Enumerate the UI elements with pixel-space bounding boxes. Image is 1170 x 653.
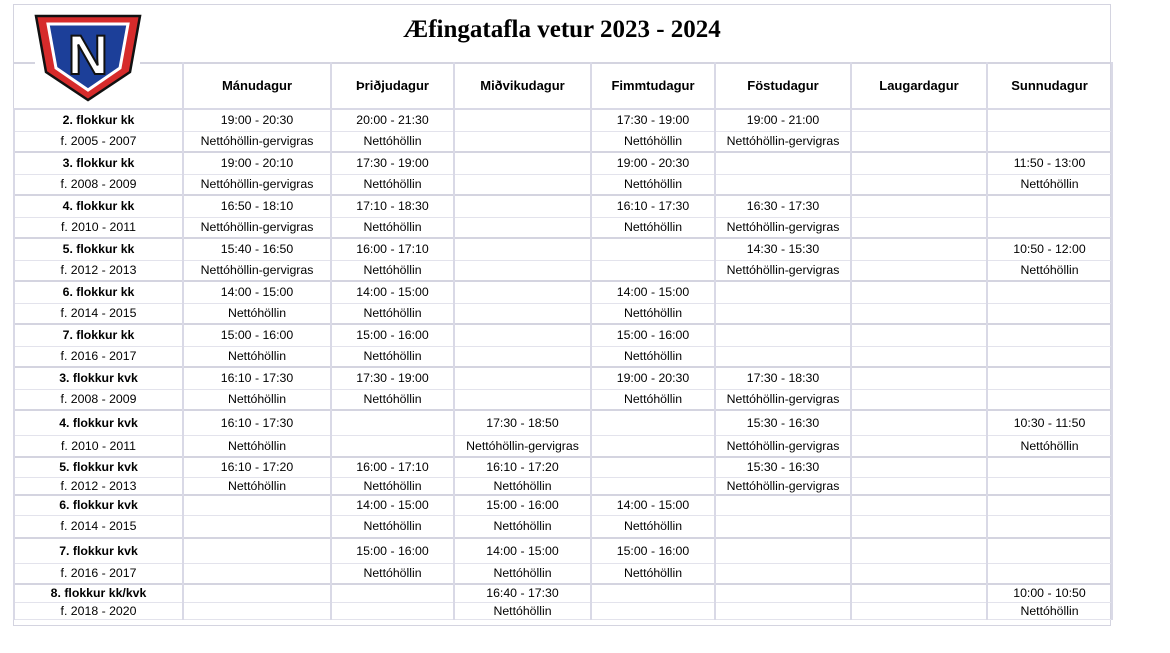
place-cell [183,515,331,538]
place-cell [851,563,987,584]
place-cell: Nettóhöllin-gervigras [715,260,851,281]
time-cell: 14:00 - 15:00 [591,495,715,515]
place-cell: Nettóhöllin [987,435,1112,457]
place-cell: Nettóhöllin [987,174,1112,195]
place-cell: Nettóhöllin [331,217,454,238]
place-cell [591,602,715,619]
place-cell: Nettóhöllin [183,435,331,457]
place-cell: Nettóhöllin-gervigras [715,131,851,152]
time-cell: 16:10 - 17:30 [183,410,331,435]
place-cell: Nettóhöllin [591,563,715,584]
time-cell [454,109,591,131]
time-cell [591,410,715,435]
place-cell [987,515,1112,538]
place-cell: Nettóhöllin [454,602,591,619]
group-name: 6. flokkur kk [14,281,183,303]
place-cell: Nettóhöllin [454,515,591,538]
time-cell [183,538,331,563]
time-cell: 15:30 - 16:30 [715,457,851,477]
place-cell: Nettóhöllin [454,477,591,495]
time-cell: 20:00 - 21:30 [331,109,454,131]
day-header: Laugardagur [851,62,987,109]
place-cell [987,477,1112,495]
place-cell: Nettóhöllin [591,174,715,195]
time-cell: 15:00 - 16:00 [591,538,715,563]
time-cell: 16:10 - 17:30 [591,195,715,217]
place-cell [987,389,1112,410]
group-years: f. 2018 - 2020 [14,602,183,619]
group-name: 5. flokkur kk [14,238,183,260]
place-cell [987,217,1112,238]
place-cell [715,602,851,619]
time-cell [987,457,1112,477]
time-cell: 17:10 - 18:30 [331,195,454,217]
place-cell: Nettóhöllin-gervigras [183,217,331,238]
group-place-row [14,346,1112,367]
time-cell [715,495,851,515]
time-cell: 10:00 - 10:50 [987,584,1112,602]
group-place-row [14,389,1112,410]
time-cell [987,538,1112,563]
place-cell [851,477,987,495]
group-years: f. 2014 - 2015 [14,303,183,324]
place-cell: Nettóhöllin [331,477,454,495]
time-cell [454,152,591,174]
group-place-row [14,174,1112,195]
group-time-row [14,584,1112,602]
group-name: 5. flokkur kvk [14,457,183,477]
place-cell [851,131,987,152]
place-cell [715,515,851,538]
place-cell [454,174,591,195]
time-cell [987,195,1112,217]
place-cell [987,346,1112,367]
time-cell: 15:40 - 16:50 [183,238,331,260]
page-title: Æfingatafla vetur 2023 - 2024 [403,16,721,43]
time-cell [851,324,987,346]
time-cell: 16:40 - 17:30 [454,584,591,602]
group-years: f. 2010 - 2011 [14,435,183,457]
time-cell: 19:00 - 20:10 [183,152,331,174]
group-time-row [14,195,1112,217]
place-cell: Nettóhöllin-gervigras [715,477,851,495]
time-cell: 10:50 - 12:00 [987,238,1112,260]
time-cell: 19:00 - 20:30 [183,109,331,131]
group-time-row [14,457,1112,477]
time-cell: 15:00 - 16:00 [331,324,454,346]
place-cell [851,217,987,238]
day-header: Fimmtudagur [591,62,715,109]
time-cell [987,495,1112,515]
time-cell [715,152,851,174]
place-cell: Nettóhöllin-gervigras [183,131,331,152]
place-cell: Nettóhöllin-gervigras [715,435,851,457]
time-cell [715,584,851,602]
place-cell: Nettóhöllin [331,131,454,152]
time-cell: 19:00 - 20:30 [591,367,715,389]
group-place-row [14,303,1112,324]
time-cell: 17:30 - 18:50 [454,410,591,435]
time-cell [987,324,1112,346]
place-cell [851,435,987,457]
place-cell [454,217,591,238]
time-cell: 16:00 - 17:10 [331,457,454,477]
place-cell [454,389,591,410]
group-name: 2. flokkur kk [14,109,183,131]
place-cell [183,563,331,584]
group-years: f. 2016 - 2017 [14,563,183,584]
group-time-row [14,367,1112,389]
place-cell: Nettóhöllin [591,389,715,410]
time-cell: 11:50 - 13:00 [987,152,1112,174]
place-cell [331,602,454,619]
time-cell [851,367,987,389]
place-cell: Nettóhöllin [183,346,331,367]
place-cell: Nettóhöllin [331,303,454,324]
day-header: Þriðjudagur [331,62,454,109]
time-cell: 14:00 - 15:00 [331,281,454,303]
time-cell [454,324,591,346]
group-name: 4. flokkur kk [14,195,183,217]
time-cell: 14:00 - 15:00 [331,495,454,515]
time-cell: 17:30 - 18:30 [715,367,851,389]
time-cell [454,367,591,389]
place-cell: Nettóhöllin [331,260,454,281]
group-name: 6. flokkur kvk [14,495,183,515]
day-header: Sunnudagur [987,62,1112,109]
place-cell [851,303,987,324]
place-cell [851,174,987,195]
place-cell [987,131,1112,152]
time-cell [987,281,1112,303]
time-cell: 17:30 - 19:00 [591,109,715,131]
place-cell: Nettóhöllin [331,563,454,584]
place-cell: Nettóhöllin [987,602,1112,619]
group-time-row [14,538,1112,563]
group-place-row [14,563,1112,584]
time-cell [851,410,987,435]
time-cell [851,584,987,602]
time-cell: 16:00 - 17:10 [331,238,454,260]
place-cell: Nettóhöllin-gervigras [715,217,851,238]
place-cell: Nettóhöllin-gervigras [183,174,331,195]
place-cell [454,303,591,324]
time-cell: 15:00 - 16:00 [591,324,715,346]
place-cell: Nettóhöllin [331,515,454,538]
time-cell [715,538,851,563]
group-place-row [14,260,1112,281]
group-time-row [14,324,1112,346]
group-place-row [14,435,1112,457]
place-cell [715,563,851,584]
place-cell: Nettóhöllin [183,389,331,410]
time-cell [715,281,851,303]
place-cell [715,303,851,324]
time-cell [987,367,1112,389]
place-cell: Nettóhöllin [987,260,1112,281]
group-years: f. 2016 - 2017 [14,346,183,367]
place-cell [183,602,331,619]
place-cell [454,131,591,152]
group-name: 3. flokkur kk [14,152,183,174]
group-years: f. 2012 - 2013 [14,477,183,495]
group-name: 7. flokkur kk [14,324,183,346]
group-time-row [14,238,1112,260]
time-cell: 19:00 - 21:00 [715,109,851,131]
time-cell [851,281,987,303]
time-cell [183,584,331,602]
place-cell: Nettóhöllin-gervigras [715,389,851,410]
group-time-row [14,281,1112,303]
group-time-row [14,410,1112,435]
place-cell [454,260,591,281]
group-years: f. 2014 - 2015 [14,515,183,538]
group-years: f. 2008 - 2009 [14,174,183,195]
time-cell [331,584,454,602]
time-cell: 16:10 - 17:20 [183,457,331,477]
place-cell: Nettóhöllin [183,303,331,324]
group-place-row [14,515,1112,538]
time-cell [851,109,987,131]
time-cell [591,584,715,602]
place-cell [591,477,715,495]
group-name: 7. flokkur kvk [14,538,183,563]
place-cell: Nettóhöllin-gervigras [183,260,331,281]
group-years: f. 2012 - 2013 [14,260,183,281]
time-cell: 14:00 - 15:00 [183,281,331,303]
group-years: f. 2008 - 2009 [14,389,183,410]
time-cell [987,109,1112,131]
place-cell [851,515,987,538]
place-cell [715,174,851,195]
place-cell [331,435,454,457]
time-cell: 14:00 - 15:00 [591,281,715,303]
day-header: Föstudagur [715,62,851,109]
place-cell [851,389,987,410]
time-cell: 17:30 - 19:00 [331,152,454,174]
place-cell: Nettóhöllin [591,217,715,238]
place-cell [454,346,591,367]
place-cell [851,260,987,281]
place-cell: Nettóhöllin [591,303,715,324]
time-cell [591,457,715,477]
group-place-row [14,131,1112,152]
time-cell [851,195,987,217]
time-cell: 19:00 - 20:30 [591,152,715,174]
time-cell [851,152,987,174]
time-cell [851,457,987,477]
time-cell: 14:00 - 15:00 [454,538,591,563]
time-cell [331,410,454,435]
time-cell [851,238,987,260]
time-cell [183,495,331,515]
group-place-row [14,602,1112,619]
time-cell [454,195,591,217]
time-cell [715,324,851,346]
place-cell [851,346,987,367]
time-cell: 17:30 - 19:00 [331,367,454,389]
group-name: 4. flokkur kvk [14,410,183,435]
header-row [14,62,1112,109]
day-header: Mánudagur [183,62,331,109]
time-cell: 16:10 - 17:20 [454,457,591,477]
group-place-row [14,477,1112,495]
time-cell: 15:00 - 16:00 [183,324,331,346]
time-cell [851,538,987,563]
place-cell: Nettóhöllin [591,131,715,152]
group-time-row [14,495,1112,515]
header-corner-cell [14,62,183,109]
time-cell: 10:30 - 11:50 [987,410,1112,435]
place-cell: Nettóhöllin [331,346,454,367]
group-years: f. 2010 - 2011 [14,217,183,238]
time-cell [591,238,715,260]
time-cell: 16:50 - 18:10 [183,195,331,217]
place-cell: Nettóhöllin [454,563,591,584]
place-cell: Nettóhöllin [591,346,715,367]
place-cell [591,260,715,281]
time-cell: 16:10 - 17:30 [183,367,331,389]
schedule-table [13,62,1113,620]
place-cell: Nettóhöllin [331,389,454,410]
place-cell: Nettóhöllin [331,174,454,195]
place-cell [987,563,1112,584]
time-cell: 16:30 - 17:30 [715,195,851,217]
day-header: Miðvikudagur [454,62,591,109]
group-name: 3. flokkur kvk [14,367,183,389]
group-name: 8. flokkur kk/kvk [14,584,183,602]
time-cell [454,238,591,260]
group-time-row [14,152,1112,174]
time-cell: 15:00 - 16:00 [331,538,454,563]
logo-letter: N [67,23,109,86]
group-place-row [14,217,1112,238]
place-cell [591,435,715,457]
group-years: f. 2005 - 2007 [14,131,183,152]
group-time-row [14,109,1112,131]
time-cell: 15:00 - 16:00 [454,495,591,515]
time-cell [454,281,591,303]
time-cell: 14:30 - 15:30 [715,238,851,260]
place-cell: Nettóhöllin [591,515,715,538]
place-cell [851,602,987,619]
place-cell: Nettóhöllin [183,477,331,495]
place-cell [715,346,851,367]
place-cell [987,303,1112,324]
time-cell [851,495,987,515]
time-cell: 15:30 - 16:30 [715,410,851,435]
place-cell: Nettóhöllin-gervigras [454,435,591,457]
